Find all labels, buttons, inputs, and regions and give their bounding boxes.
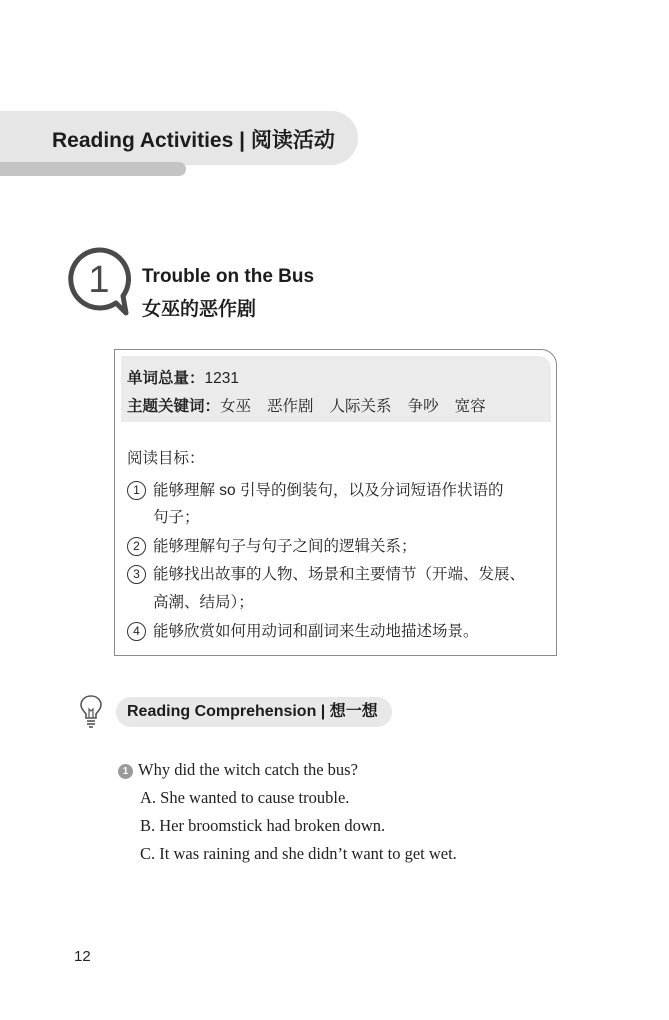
chapter-title-zh: 女巫的恶作剧 — [142, 299, 257, 320]
keyword: 人际关系 — [329, 398, 392, 415]
chapter-title-en: Trouble on the Bus — [142, 266, 315, 287]
answer-option: C. It was raining and she didn’t want to get wet. — [140, 844, 457, 863]
keywords-label: 主题关键词： — [127, 398, 221, 415]
goal-number: 1 — [127, 481, 146, 500]
word-count-value: 1231 — [204, 370, 239, 387]
goal-text: 能够找出故事的人物、场景和主要情节（开端、发展、 — [153, 566, 526, 583]
goals-title: 阅读目标： — [127, 450, 205, 467]
question — [118, 760, 358, 780]
question-number: 1 — [118, 764, 133, 779]
goal-item — [127, 534, 417, 556]
goal-text: 能够欣赏如何用动词和副词来生动地描述场景。 — [153, 623, 479, 640]
reading-comprehension-label: Reading Comprehension | 想一想 — [116, 697, 392, 727]
goal-number: 2 — [127, 537, 146, 556]
chapter-number: 1 — [88, 259, 110, 301]
keyword: 争吵 — [407, 398, 439, 415]
answer-option: B. Her broomstick had broken down. — [140, 816, 386, 835]
goal-item — [127, 619, 479, 641]
speech-bubble-number-icon — [66, 246, 132, 316]
goal-item — [127, 562, 525, 584]
question-text: Why did the witch catch the bus? — [138, 760, 358, 779]
reading-info-box — [114, 349, 557, 656]
keyword: 宽容 — [454, 398, 486, 415]
word-count-line — [127, 366, 239, 388]
goal-number: 3 — [127, 565, 146, 584]
goal-item — [127, 478, 504, 500]
keyword: 女巫 — [220, 398, 252, 415]
keywords-line — [127, 394, 502, 416]
goal-text-continued: 高潮、结局）； — [153, 594, 254, 611]
goal-text: 能够理解句子与句子之间的逻辑关系； — [153, 538, 417, 555]
answer-option: A. She wanted to cause trouble. — [140, 788, 350, 807]
keyword: 恶作剧 — [267, 398, 314, 415]
goal-text-continued: 句子； — [153, 509, 200, 526]
page-number: 12 — [74, 948, 91, 965]
header-tab-shadow — [0, 162, 186, 176]
goal-text: 能够理解 so 引导的倒装句，以及分词短语作状语的 — [153, 482, 504, 499]
section-title: Reading Activities | 阅读活动 — [52, 129, 335, 152]
goal-number: 4 — [127, 622, 146, 641]
lightbulb-icon — [79, 694, 103, 728]
word-count-label: 单词总量： — [127, 370, 205, 387]
